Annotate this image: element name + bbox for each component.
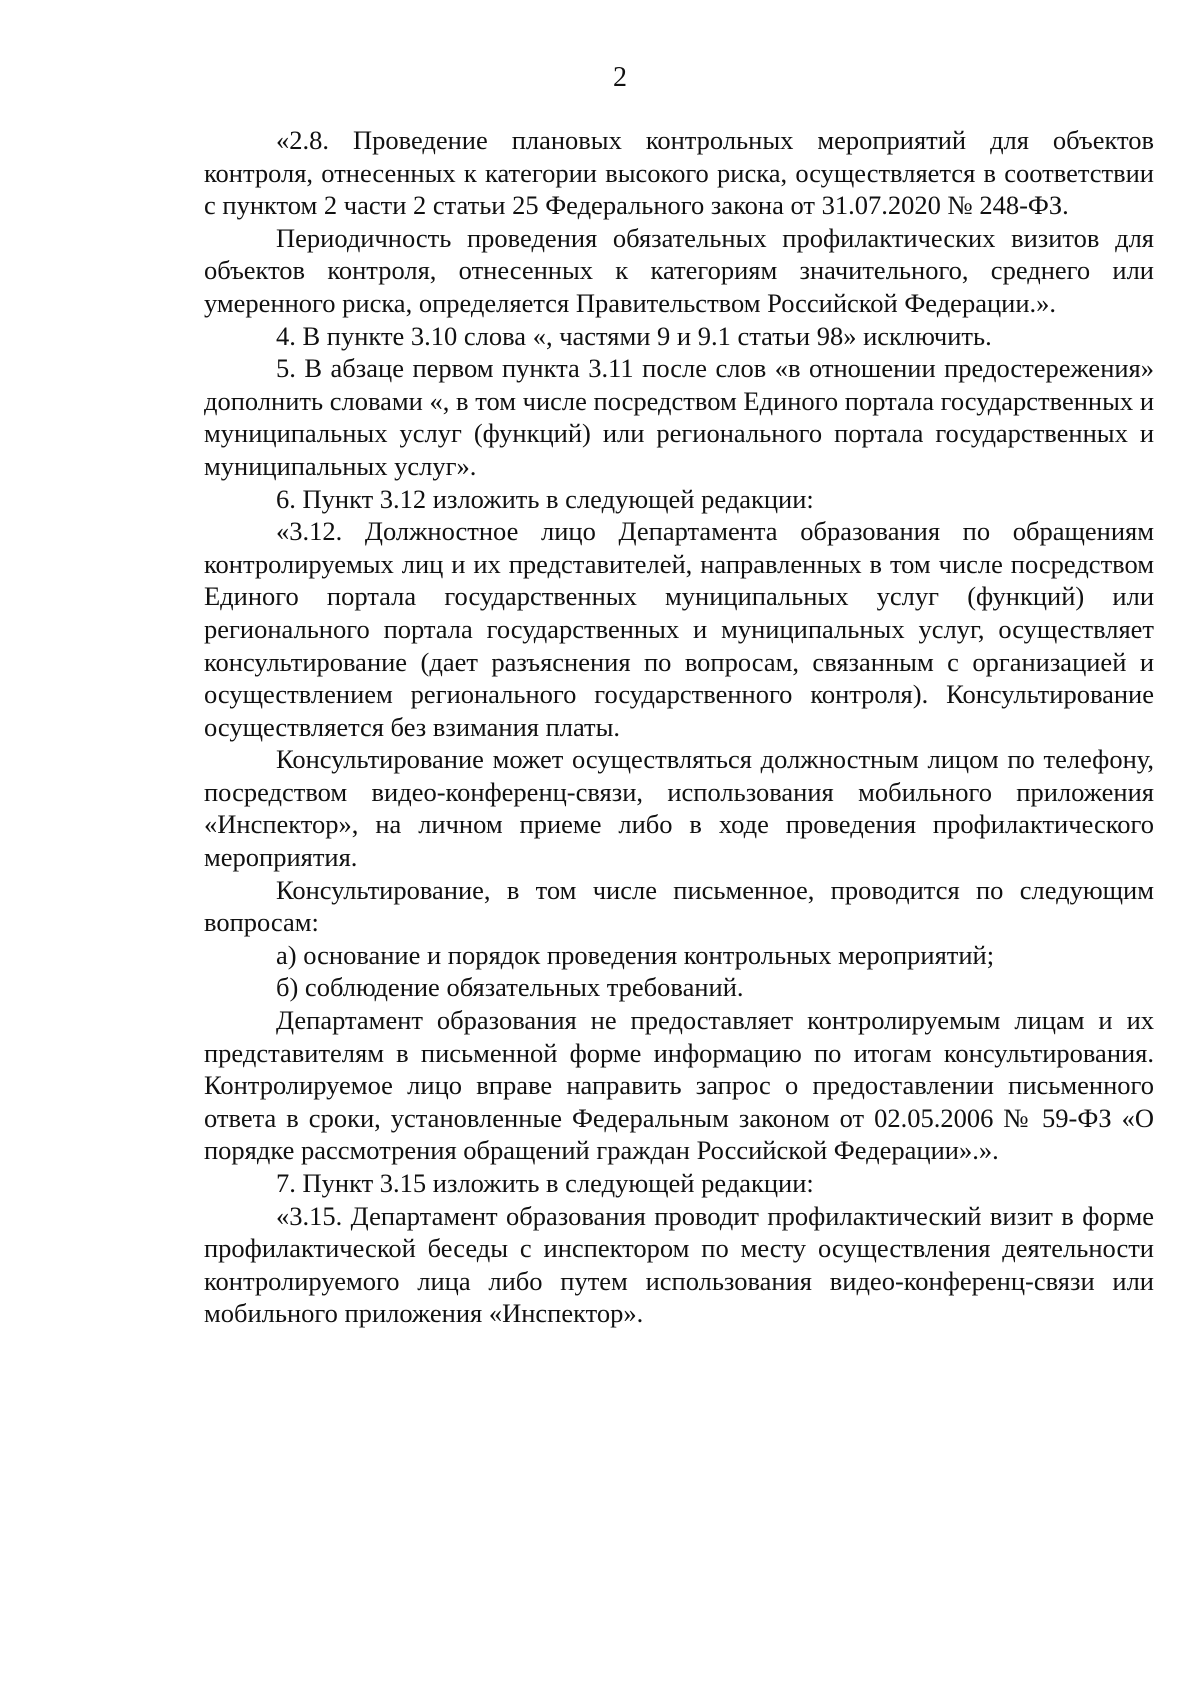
document-body (204, 124, 1154, 1330)
paragraph-3-15: «3.15. Департамент образования проводит профилактический визит в форме профилактической беседы с инспектором по месту осуществления деятельности контролируемого лица либо путем использования видео-конференц-связи или мобильного приложения «Инспектор». (204, 1200, 1154, 1329)
paragraph-2-8: «2.8. Проведение плановых контрольных мероприятий для объектов контроля, отнесенных к категории высокого риска, осуществляется в соответствии с пунктом 2 части 2 статьи 25 Федерального закона от 31.07.2020 № 248-ФЗ. (204, 125, 1154, 221)
paragraph-item-5: 5. В абзаце первом пункта 3.11 после слов «в отношении предостережения» дополнить словами «, в том числе посредством Единого портала государственных и муниципальных услуг (функций) или регионального портала государственных и муниципальных услуг». (204, 353, 1154, 481)
paragraph-consulting-questions: Консультирование, в том числе письменное, проводится по следующим вопросам: (204, 874, 1154, 938)
paragraph-consulting-ways: Консультирование может осуществляться должностным лицом по телефону, посредством видео-конференц-связи, использования мобильного приложения «Инспектор», на личном приеме либо в ходе проведения профилактического мероприятия. (204, 744, 1154, 873)
paragraph-item-6: 6. Пункт 3.12 изложить в следующей редакции: (276, 483, 814, 514)
page-number: 2 (613, 62, 627, 93)
paragraph-item-4: 4. В пункте 3.10 слова «, частями 9 и 9.1 статьи 98» исключить. (276, 320, 992, 351)
list-item-b: б) соблюдение обязательных требований. (276, 972, 744, 1003)
paragraph-3-12: «3.12. Должностное лицо Департамента образования по обращениям контролируемых лиц и их представителей, направленных в том числе посредством Единого портала государственных муниципальных услуг (функций) или регионального портала государственных и муниципальных услуг, осуществляет консультирование (дает разъяснения по вопросам, связанным с организацией и осуществлением регионального государственного контроля). Консультирование осуществляется без взимания платы. (204, 516, 1154, 742)
paragraph-written-response: Департамент образования не предоставляет контролируемым лицам и их представителям в письменной форме информацию по итогам консультирования. Контролируемое лицо вправе направить запрос о предоставлении письменного ответа в сроки, установленные Федеральным законом от 02.05.2006 № 59-ФЗ «О порядке рассмотрения обращений граждан Российской Федерации».». (204, 1005, 1154, 1166)
list-item-a: а) основание и порядок проведения контрольных мероприятий; (276, 939, 995, 970)
paragraph-periodicity: Периодичность проведения обязательных профилактических визитов для объектов контроля, отнесенных к категориям значительного, среднего или умеренного риска, определяется Правительством Российской Федерации.». (204, 222, 1154, 318)
paragraph-item-7: 7. Пункт 3.15 изложить в следующей редакции: (276, 1168, 814, 1198)
